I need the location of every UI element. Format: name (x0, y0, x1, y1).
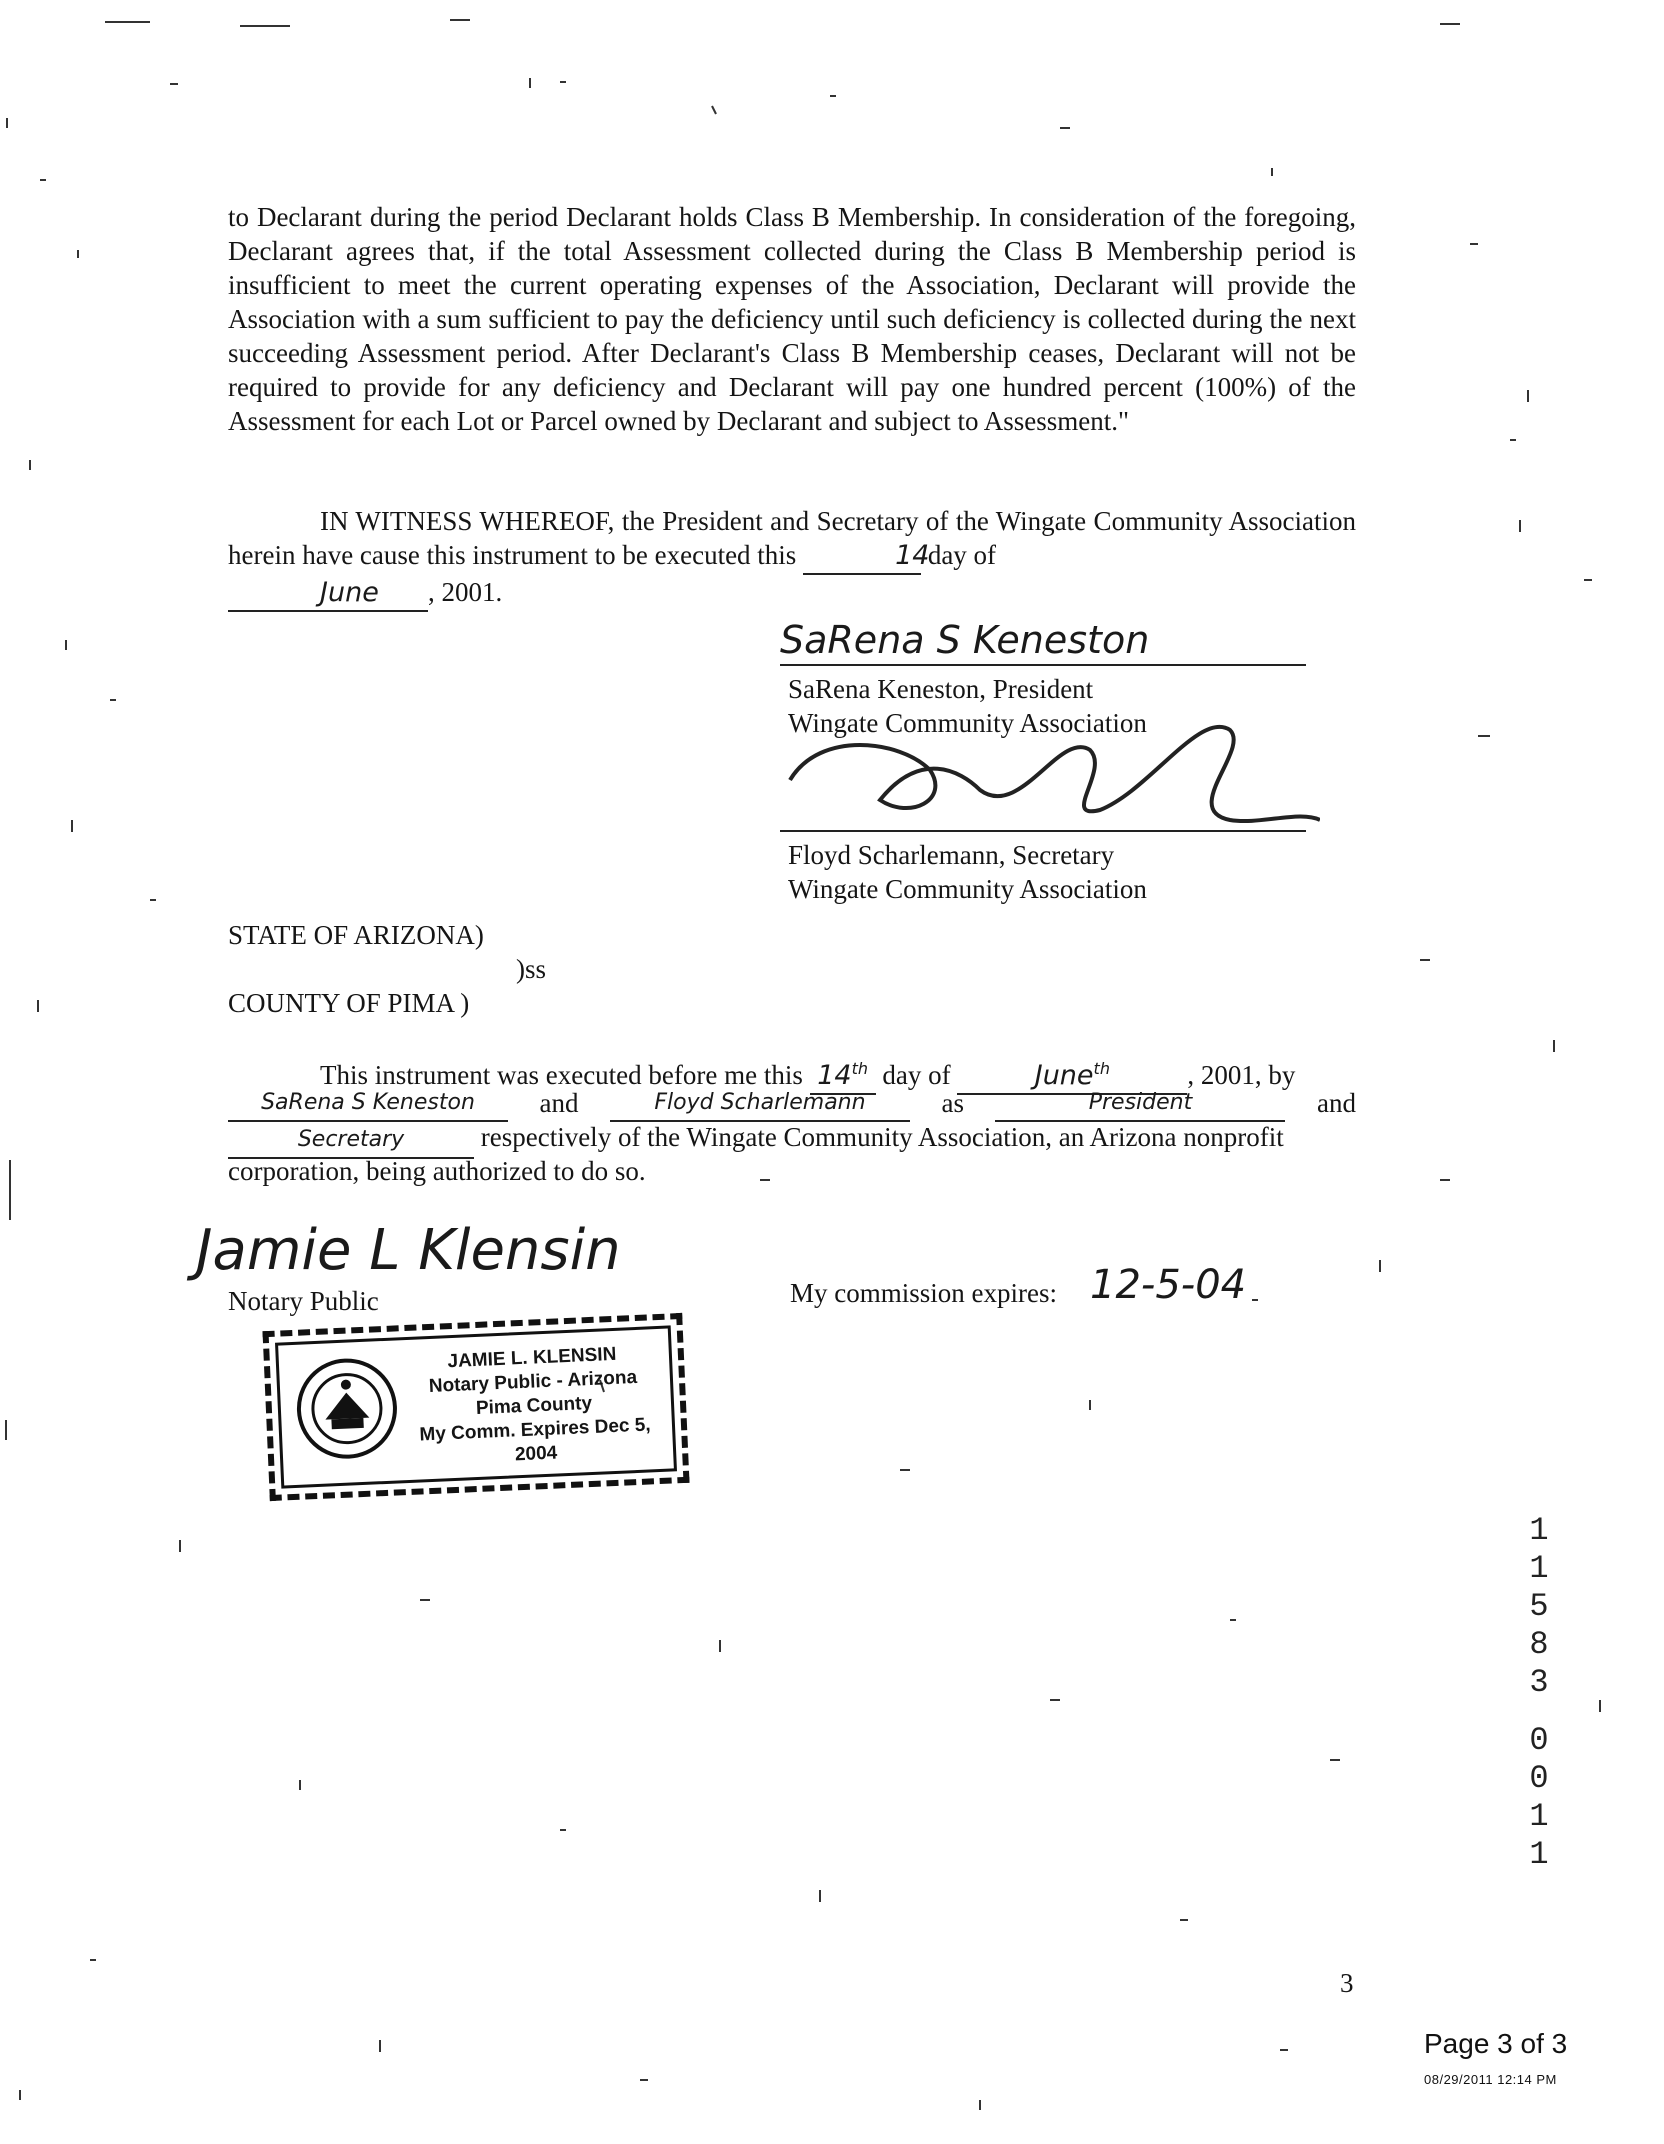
ack-text-5: corporation, being authorized to do so. (228, 1156, 646, 1186)
state-seal-icon (293, 1354, 401, 1462)
ack-text-3: , 2001, by (1187, 1060, 1296, 1090)
venue-ss: )ss (516, 954, 547, 984)
ack-signer-1: SaRena S Keneston (228, 1086, 508, 1122)
recording-digit: 1 (1529, 1550, 1549, 1587)
president-signature-line (780, 664, 1306, 666)
ack-role-1: President (995, 1086, 1285, 1122)
recording-digit: 3 (1529, 1664, 1549, 1701)
commission-value: 12-5-04 (1090, 1262, 1247, 1308)
president-signature: SaRena S Keneston (780, 618, 1150, 662)
commission-label: My commission expires: (790, 1278, 1057, 1308)
ack-signer-2: Floyd Scharlemann (610, 1086, 910, 1122)
witness-day-blank (803, 538, 930, 575)
stamp-line-3: Pima County (475, 1392, 593, 1419)
notary-stamp-inner (275, 1325, 677, 1488)
recording-gap (1524, 1702, 1554, 1722)
notary-label: Notary Public (228, 1286, 379, 1316)
ack-month-value: June (1034, 1060, 1094, 1091)
ack-line-2 (228, 1086, 1356, 1122)
secretary-name: Floyd Scharlemann, Secretary (788, 840, 1115, 870)
witness-day-value: 14 (895, 540, 930, 571)
ack-day-sup: th (851, 1059, 869, 1078)
notary-stamp (262, 1313, 689, 1501)
witness-month-blank (228, 575, 428, 612)
recording-digit: 1 (1529, 1836, 1549, 1873)
venue-county: COUNTY OF PIMA ) (228, 988, 470, 1018)
stamp-line-1: JAMIE L. KLENSIN (447, 1343, 617, 1373)
ack-text-4: respectively of the Wingate Community Association, an Arizona nonprofit (480, 1122, 1284, 1152)
footer-page-label: Page 3 of 3 (1424, 2028, 1568, 2059)
venue-state: STATE OF ARIZONA) (228, 920, 484, 950)
recording-digit: 1 (1529, 1798, 1549, 1835)
ack-and-1: and (539, 1088, 579, 1118)
recording-digit: 0 (1529, 1760, 1549, 1797)
ack-month-sup: th (1093, 1059, 1110, 1078)
stamp-line-4: My Comm. Expires Dec 5, 2004 (419, 1414, 652, 1466)
witness-day-of: day of (927, 540, 997, 570)
recording-digit: 5 (1529, 1588, 1549, 1625)
ack-role-2: Secretary (228, 1123, 474, 1159)
recording-digit: 0 (1529, 1722, 1549, 1759)
page-number: 3 (1340, 1968, 1354, 1998)
stamp-line-2: Notary Public - Arizona (428, 1366, 638, 1398)
president-organization: Wingate Community Association (788, 708, 1147, 738)
ack-text-1: This instrument was executed before me this (320, 1060, 803, 1090)
continuation-paragraph: to Declarant during the period Declarant holds Class B Membership. In consideration of the foregoing, Declarant agrees that, if the total Assessment collected during the Class B Membership period is insufficient to meet the current operating expenses of the Association, Declarant will provide the Association with a sum sufficient to pay the deficiency until such deficiency is collected during the next succeeding Assessment period. After Declarant's Class B Membership ceases, Declarant will not be required to provide for any deficiency and Declarant will pay one hundred percent (100%) of the Assessment for each Lot or Parcel owned by Declarant and subject to Assessment." (228, 202, 1356, 436)
recording-digit: 1 (1529, 1512, 1549, 1549)
witness-paragraph (228, 504, 1356, 612)
secretary-signature-line (780, 830, 1306, 832)
witness-month-value: June (320, 577, 379, 608)
secretary-organization: Wingate Community Association (788, 874, 1147, 904)
footer-timestamp: 08/29/2011 12:14 PM (1424, 2072, 1557, 2087)
recording-number (1524, 1512, 1554, 1874)
witness-text: IN WITNESS WHEREOF, the President and Secretary of the Wingate Community Association herein have cause this instrument to be executed this (228, 506, 1356, 570)
ack-text-2: day of (882, 1060, 951, 1090)
witness-year: , 2001. (428, 577, 503, 607)
ack-day-value: 14 (817, 1060, 852, 1091)
recording-digit: 8 (1529, 1626, 1549, 1663)
stamp-text (397, 1341, 672, 1473)
notary-signature: Jamie L Klensin (196, 1218, 621, 1283)
president-name: SaRena Keneston, President (788, 674, 1094, 704)
ack-and-2: and (1316, 1088, 1356, 1118)
ack-as: as (941, 1088, 964, 1118)
